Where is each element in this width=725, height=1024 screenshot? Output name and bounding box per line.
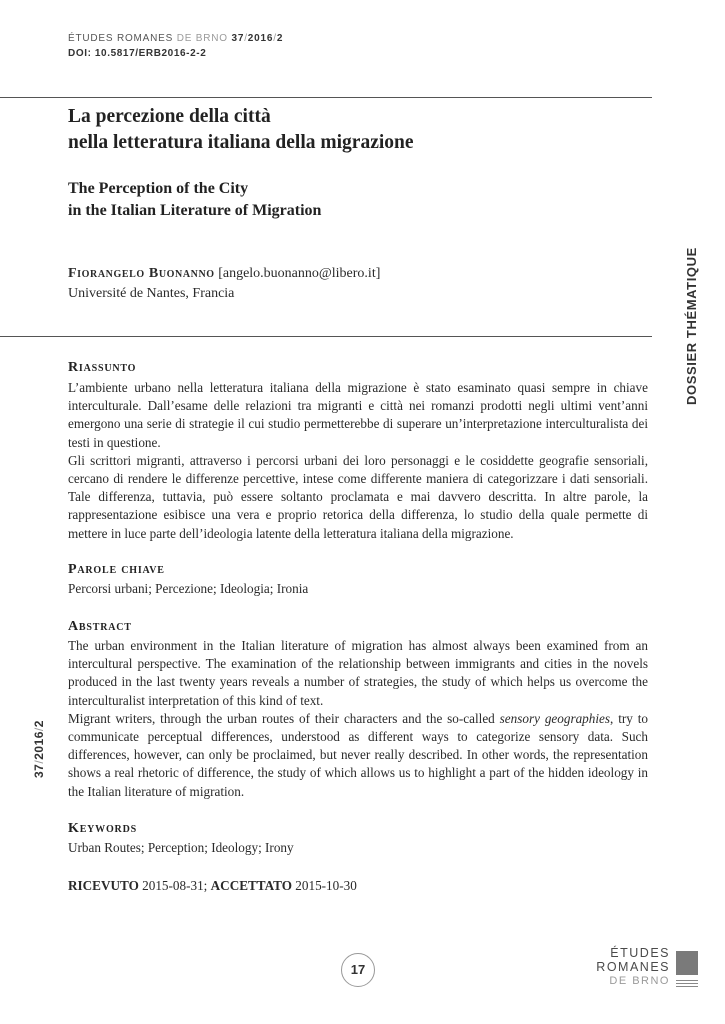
title-italian-line2: nella letteratura italiana della migrazione bbox=[68, 132, 414, 153]
parole-chiave-heading: Parole chiave bbox=[68, 562, 165, 577]
author-block bbox=[68, 264, 380, 304]
abstract-p2-italic: sensory geographies bbox=[499, 710, 611, 726]
title-italian bbox=[68, 104, 414, 156]
abstract-heading: Abstract bbox=[68, 619, 132, 634]
author-affiliation: Université de Nantes, Francia bbox=[68, 286, 235, 301]
keywords-text: Urban Routes; Perception; Ideology; Irony bbox=[68, 840, 294, 855]
title-italian-line1: La percezione della città bbox=[68, 106, 271, 127]
received-date: 2015-08-31; bbox=[142, 878, 208, 893]
logo-line-1: ÉTUDES bbox=[610, 946, 670, 960]
abstract-p2-start: Migrant writers, through the urban routes of their characters and the so-called bbox=[68, 710, 500, 726]
author-name: Fiorangelo Buonanno bbox=[68, 266, 215, 281]
submission-dates bbox=[68, 877, 648, 895]
doi: DOI: 10.5817/ERB2016-2-2 bbox=[68, 48, 207, 59]
abstract-body bbox=[68, 637, 648, 801]
running-header-journal: ÉTUDES ROMANES DE BRNO 37/2016/2 bbox=[68, 33, 284, 44]
abstract-p2-end: , try to communicate perceptual differences, understood as different ways to categorize sensory data. Such differences, however, can only be proclaimed, but never really described. In other words, the representation shows a real rhetoric of difference, the study of which allows us to highlight a part of the hidden ideology in the Italian literature of migration. bbox=[68, 710, 648, 799]
issue-number: 2 bbox=[276, 33, 284, 44]
accepted-label: ACCETTATO bbox=[210, 878, 292, 893]
logo-square-icon bbox=[676, 951, 698, 975]
riassunto-heading: Riassunto bbox=[68, 360, 137, 375]
side-year: 2016 bbox=[32, 731, 46, 760]
title-english-line2: in the Italian Literature of Migration bbox=[68, 202, 322, 219]
section-side-label: DOSSIER THÉMATIQUE bbox=[684, 247, 699, 405]
journal-place: DE BRNO bbox=[176, 33, 228, 44]
logo-line-2: ROMANES bbox=[596, 960, 670, 974]
parole-chiave-text: Percorsi urbani; Percezione; Ideologia; Ironia bbox=[68, 581, 309, 596]
side-volume: 37 bbox=[32, 763, 46, 778]
title-english-line1: The Perception of the City bbox=[68, 180, 249, 197]
journal-name: ÉTUDES ROMANES bbox=[68, 33, 174, 44]
title-english bbox=[68, 178, 321, 222]
received-label: RICEVUTO bbox=[68, 878, 139, 893]
author-email[interactable]: [angelo.buonanno@libero.it] bbox=[218, 266, 381, 281]
abstract-paragraph-1: The urban environment in the Italian literature of migration has almost always been examined from an intercultural perspective. The examination of the relationship between immigrants and cities in the novels produced in the last twenty years reveals a number of strategies, the study of which helps us overcome the interculturalist interpretation of this kind of text. bbox=[68, 638, 648, 708]
volume-number: 37 bbox=[231, 33, 245, 44]
riassunto-paragraph-2: Gli scrittori migranti, attraverso i percorsi urbani dei loro personaggi e le cosiddette geografie sensoriali, cercano di rendere le differenze percettive, intese come differente maniera di categorizzare i dati sensoriali. Tale differenza, tuttavia, può essere soltanto proclamata e mai davvero descritta. In altre parole, la rappresentazione esibisce una vera e proprio retorica della differenza, lo studio della quale permette di mettere in luce parte dell’ideologia latente della letteratura italiana della migrazione. bbox=[68, 452, 648, 541]
side-volume-label: 37/2016/2 bbox=[32, 720, 46, 778]
accepted-date: 2015-10-30 bbox=[295, 878, 357, 893]
abstract-paragraph-2 bbox=[68, 710, 648, 801]
top-divider bbox=[0, 97, 652, 98]
page-number: 17 bbox=[341, 953, 375, 987]
author-divider bbox=[0, 336, 652, 337]
riassunto-paragraph-1: L’ambiente urbano nella letteratura italiana della migrazione è stato esaminato quasi sempre in chiave interculturale. Dall’esame delle relazioni tra migranti e città nei romanzi prodotti negli ultimi vent’anni emergono una serie di strategie il cui studio permetterebbe di superare un’interpretazione interculturalista dei testi in questione. bbox=[68, 380, 648, 450]
side-issue: 2 bbox=[32, 720, 46, 728]
riassunto-body bbox=[68, 379, 648, 543]
journal-logo-text bbox=[590, 946, 670, 988]
logo-lines-icon bbox=[676, 980, 698, 989]
logo-line-3: DE BRNO bbox=[609, 975, 670, 987]
year: 2016 bbox=[247, 33, 274, 44]
keywords-heading: Keywords bbox=[68, 821, 137, 836]
